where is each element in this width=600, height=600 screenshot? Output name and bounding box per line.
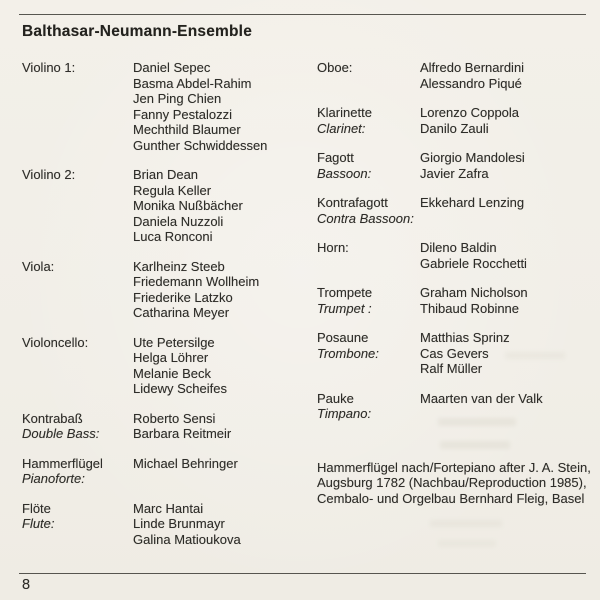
instrument-label-cell	[22, 501, 133, 548]
musician-name: Karlheinz Steeb	[133, 258, 225, 274]
instrument-group	[22, 411, 317, 442]
instrument-group	[317, 330, 591, 377]
musician-names	[420, 195, 591, 226]
instrument-label-cell	[317, 60, 420, 91]
musician-name: Catharina Meyer	[133, 305, 230, 320]
instrument-label-cell	[22, 411, 133, 442]
musician-name: Friederike Latzko	[133, 289, 233, 305]
instrument-group	[317, 240, 591, 271]
instrument-label: Viola:	[22, 258, 55, 274]
musician-name: Alfredo Bernardini	[420, 60, 525, 75]
musician-name: Lidewy Scheifes	[133, 381, 227, 396]
musician-name: Jen Ping Chien	[133, 91, 222, 106]
musician-name: Graham Nicholson	[420, 285, 528, 300]
instrument-label-cell	[317, 150, 420, 181]
musician-name: Cas Gevers	[420, 345, 489, 361]
right-column	[317, 60, 591, 547]
musician-name: Giorgio Mandolesi	[420, 150, 525, 165]
instrument-sublabel: Timpano:	[317, 406, 372, 421]
musician-names	[133, 60, 317, 153]
instrument-group	[22, 501, 317, 548]
musician-name: Friedemann Wollheim	[133, 274, 260, 289]
instrument-label: Violino 1:	[22, 60, 76, 75]
musician-name: Linde Brunmayr	[133, 516, 225, 531]
instrument-group	[317, 60, 591, 91]
instrument-label: Fagott	[317, 150, 354, 165]
instrument-label: Flöte	[22, 500, 51, 516]
musician-names	[133, 335, 317, 397]
musician-name: Lorenzo Coppola	[420, 105, 520, 120]
right-column-groups	[317, 60, 591, 422]
musician-name: Alessandro Piqué	[420, 75, 522, 91]
ensemble-columns	[22, 60, 591, 547]
instrument-group	[22, 167, 317, 245]
instrument-label: Horn:	[317, 240, 349, 255]
instrument-label-cell	[317, 391, 420, 422]
musician-name: Barbara Reitmeir	[133, 426, 232, 441]
instrument-label: Trompete	[317, 285, 373, 300]
page-title: Balthasar-Neumann-Ensemble	[22, 23, 253, 40]
instrument-label-cell	[317, 330, 420, 377]
instrument-label-cell	[317, 240, 420, 271]
musician-name: Fanny Pestalozzi	[133, 106, 232, 122]
instrument-sublabel: Flute:	[22, 516, 55, 531]
musician-name: Daniel Sepec	[133, 60, 211, 75]
instrument-label-cell	[317, 105, 420, 136]
footnote-line: Hammerflügel nach/Fortepiano after J. A. Stein,	[317, 459, 591, 475]
musician-names	[420, 240, 591, 271]
musician-name: Ralf Müller	[420, 361, 483, 376]
left-column	[22, 60, 317, 547]
instrument-label: Violino 2:	[22, 167, 76, 182]
instrument-group	[317, 391, 591, 422]
instrument-sublabel: Trombone:	[317, 345, 379, 361]
instrument-label: Hammerflügel	[22, 455, 103, 471]
musician-name: Brian Dean	[133, 167, 199, 182]
musician-names	[133, 501, 317, 548]
instrument-sublabel: Clarinet:	[317, 120, 366, 136]
instrument-group	[22, 259, 317, 321]
musician-name: Javier Zafra	[420, 165, 489, 181]
musician-name: Mechthild Blaumer	[133, 122, 241, 137]
musician-name: Thibaud Robinne	[420, 300, 520, 316]
musician-name: Gunther Schwiddessen	[133, 137, 268, 153]
instrument-label: Oboe:	[317, 60, 353, 75]
instrument-group	[22, 335, 317, 397]
instrument-footnote	[317, 460, 591, 507]
musician-name: Dileno Baldin	[420, 240, 497, 255]
musician-name: Gabriele Rocchetti	[420, 255, 527, 271]
musician-name: Marc Hantai	[133, 500, 204, 516]
instrument-label: Pauke	[317, 390, 354, 406]
instrument-label-cell	[22, 456, 133, 487]
musician-name: Regula Keller	[133, 182, 212, 198]
musician-names	[133, 167, 317, 245]
instrument-label-cell	[22, 60, 133, 153]
musician-names	[420, 330, 591, 377]
instrument-sublabel: Double Bass:	[22, 426, 100, 441]
musician-name: Ekkehard Lenzing	[420, 195, 525, 210]
musician-name: Luca Ronconi	[133, 229, 213, 244]
instrument-label-cell	[22, 335, 133, 397]
musician-names	[420, 60, 591, 91]
instrument-label: Posaune	[317, 330, 369, 345]
musician-name: Maarten van der Valk	[420, 390, 543, 406]
instrument-sublabel: Pianoforte:	[22, 471, 85, 486]
instrument-label: Kontrafagott	[317, 195, 388, 210]
instrument-label-cell	[22, 259, 133, 321]
instrument-sublabel: Bassoon:	[317, 165, 372, 181]
instrument-group	[317, 285, 591, 316]
musician-names	[420, 105, 591, 136]
bottom-rule	[19, 573, 586, 574]
footnote-line: Augsburg 1782 (Nachbau/Reproduction 1985),	[317, 475, 587, 490]
musician-name: Michael Behringer	[133, 455, 238, 471]
instrument-label: Kontrabaß	[22, 410, 83, 426]
musician-name: Monika Nußbächer	[133, 198, 243, 213]
instrument-label: Klarinette	[317, 105, 372, 120]
musician-name: Daniela Nuzzoli	[133, 213, 224, 229]
instrument-group	[22, 456, 317, 487]
musician-name: Matthias Sprinz	[420, 330, 510, 345]
instrument-sublabel: Contra Bassoon:	[317, 210, 414, 226]
page-number: 8	[22, 577, 31, 593]
instrument-label-cell	[317, 285, 420, 316]
musician-names	[420, 391, 591, 422]
instrument-label: Violoncello:	[22, 334, 89, 350]
musician-names	[133, 456, 317, 487]
instrument-group	[22, 60, 317, 153]
musician-name: Melanie Beck	[133, 365, 212, 381]
instrument-group	[317, 150, 591, 181]
musician-names	[420, 150, 591, 181]
musician-name: Galina Matioukova	[133, 531, 241, 547]
musician-names	[133, 411, 317, 442]
footnote-line: Cembalo- und Orgelbau Bernhard Fleig, Basel	[317, 490, 585, 506]
top-rule	[19, 14, 586, 15]
musician-name: Helga Löhrer	[133, 350, 209, 365]
instrument-label-cell	[317, 195, 420, 226]
instrument-label-cell	[22, 167, 133, 245]
musician-name: Danilo Zauli	[420, 120, 489, 136]
musician-name: Roberto Sensi	[133, 410, 216, 426]
musician-name: Ute Petersilge	[133, 334, 215, 350]
musician-names	[420, 285, 591, 316]
musician-names	[133, 259, 317, 321]
instrument-group	[317, 105, 591, 136]
instrument-sublabel: Trumpet :	[317, 300, 372, 316]
instrument-group	[317, 195, 591, 226]
musician-name: Basma Abdel-Rahim	[133, 75, 252, 91]
